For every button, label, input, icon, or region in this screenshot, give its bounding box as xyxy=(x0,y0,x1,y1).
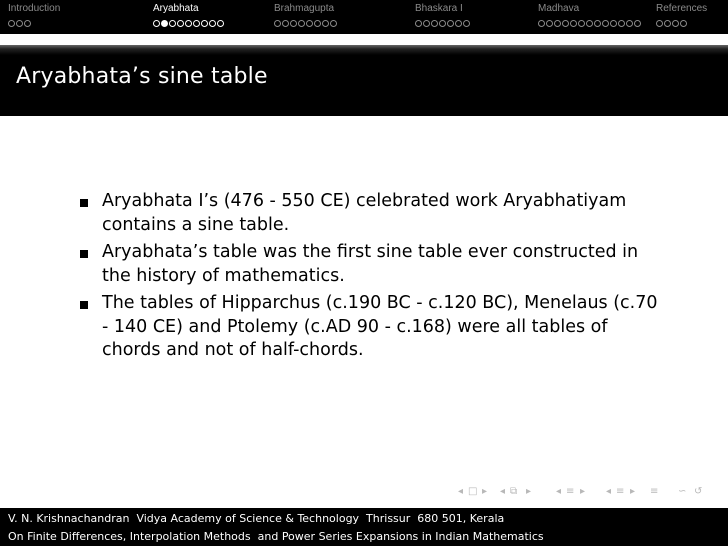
frame-icon[interactable]: □ xyxy=(468,486,479,497)
nav-dot[interactable] xyxy=(656,20,663,27)
nav-dot[interactable] xyxy=(546,20,553,27)
bullet-item xyxy=(0,241,662,288)
square-bullet-icon xyxy=(80,250,88,258)
bullet-text: Aryabhata’s table was the first sine table ever constructed in the history of mathematics. xyxy=(102,242,639,286)
next-subsection-icon[interactable]: ▸ xyxy=(526,486,533,497)
nav-dots xyxy=(538,20,641,27)
next-section-icon[interactable]: ▸ xyxy=(580,486,587,497)
bullet-text: Aryabhata I’s (476 - 550 CE) celebrated work Aryabhatiyam contains a sine table. xyxy=(102,191,627,235)
nav-dot[interactable] xyxy=(455,20,462,27)
nav-dot-current[interactable] xyxy=(161,20,168,27)
nav-dot[interactable] xyxy=(290,20,297,27)
align-icon[interactable]: ≡ xyxy=(650,486,660,497)
nav-dot[interactable] xyxy=(463,20,470,27)
nav-section-aryabhata[interactable] xyxy=(153,3,224,27)
nav-dot[interactable] xyxy=(626,20,633,27)
footer-author-line: V. N. Krishnachandran Vidya Academy of Science & Technology Thrissur 680 501, Kerala xyxy=(8,512,505,525)
nav-dot[interactable] xyxy=(193,20,200,27)
nav-dots xyxy=(656,20,707,27)
slide-content xyxy=(0,190,728,367)
nav-section-bhaskara[interactable] xyxy=(415,3,470,27)
footer-title-line: On Finite Differences, Interpolation Methods and Power Series Expansions in Indian Mathematics xyxy=(8,530,544,543)
search-icon[interactable]: ∽ xyxy=(678,486,688,497)
prev-subsection-icon[interactable]: ◂ xyxy=(500,486,507,497)
next-frame-icon[interactable]: ▸ xyxy=(482,486,489,497)
nav-dot[interactable] xyxy=(447,20,454,27)
nav-section-label: Bhaskara I xyxy=(415,3,463,14)
prev-section-icon[interactable]: ◂ xyxy=(606,486,613,497)
nav-dot[interactable] xyxy=(153,20,160,27)
bullet-item xyxy=(0,292,662,363)
nav-dot[interactable] xyxy=(610,20,617,27)
nav-dot[interactable] xyxy=(634,20,641,27)
nav-dot[interactable] xyxy=(169,20,176,27)
nav-dot[interactable] xyxy=(306,20,313,27)
nav-dots xyxy=(415,20,470,27)
prev-section-icon[interactable]: ◂ xyxy=(556,486,563,497)
nav-section-label: Aryabhata xyxy=(153,3,199,14)
square-bullet-icon xyxy=(80,199,88,207)
nav-dot[interactable] xyxy=(16,20,23,27)
nav-dots xyxy=(8,20,60,27)
next-section-icon[interactable]: ▸ xyxy=(630,486,637,497)
nav-dot[interactable] xyxy=(602,20,609,27)
nav-section-introduction[interactable] xyxy=(8,3,60,27)
nav-dot[interactable] xyxy=(8,20,15,27)
footer-bar xyxy=(0,508,728,546)
nav-dot[interactable] xyxy=(298,20,305,27)
bullet-item xyxy=(0,190,662,237)
nav-dots xyxy=(274,20,337,27)
nav-dot[interactable] xyxy=(314,20,321,27)
nav-dot[interactable] xyxy=(664,20,671,27)
nav-dot[interactable] xyxy=(439,20,446,27)
nav-dot[interactable] xyxy=(177,20,184,27)
nav-dot[interactable] xyxy=(185,20,192,27)
nav-section-label: Brahmagupta xyxy=(274,3,335,14)
nav-dot[interactable] xyxy=(282,20,289,27)
nav-dot[interactable] xyxy=(586,20,593,27)
nav-dot[interactable] xyxy=(217,20,224,27)
prev-frame-icon[interactable]: ◂ xyxy=(458,486,465,497)
nav-dot[interactable] xyxy=(570,20,577,27)
nav-dot[interactable] xyxy=(431,20,438,27)
nav-dot[interactable] xyxy=(562,20,569,27)
nav-section-references[interactable] xyxy=(656,3,707,27)
bullet-list xyxy=(0,190,728,363)
nav-dot[interactable] xyxy=(538,20,545,27)
nav-dot[interactable] xyxy=(415,20,422,27)
back-forward-icon[interactable]: ↺ xyxy=(694,486,704,497)
bullet-text: The tables of Hipparchus (c.190 BC - c.120 BC), Menelaus (c.70 - 140 CE) and Ptolemy (c.AD 90 - c.168) were all tables of chords and not of half-chords. xyxy=(102,293,658,360)
nav-dots xyxy=(153,20,224,27)
nav-dot[interactable] xyxy=(594,20,601,27)
page-title: Aryabhata’s sine table xyxy=(16,64,268,89)
nav-dot[interactable] xyxy=(24,20,31,27)
nav-section-madhava[interactable] xyxy=(538,3,641,27)
nav-dot[interactable] xyxy=(274,20,281,27)
nav-dot[interactable] xyxy=(680,20,687,27)
nav-dot[interactable] xyxy=(201,20,208,27)
square-bullet-icon xyxy=(80,301,88,309)
nav-dot[interactable] xyxy=(554,20,561,27)
nav-section-label: Introduction xyxy=(8,3,61,14)
nav-section-label: References xyxy=(656,3,708,14)
navigation-bar xyxy=(0,0,728,34)
nav-section-label: Madhava xyxy=(538,3,580,14)
nav-dot[interactable] xyxy=(618,20,625,27)
nav-section-brahmagupta[interactable] xyxy=(274,3,337,27)
section-icon[interactable]: ≡ xyxy=(616,486,626,497)
nav-dot[interactable] xyxy=(578,20,585,27)
beamer-navigation-icons xyxy=(458,486,720,502)
section-icon[interactable]: ≡ xyxy=(566,486,576,497)
nav-dot[interactable] xyxy=(330,20,337,27)
nav-dot[interactable] xyxy=(322,20,329,27)
nav-dot[interactable] xyxy=(209,20,216,27)
nav-dot[interactable] xyxy=(672,20,679,27)
nav-dot[interactable] xyxy=(423,20,430,27)
subsection-icon[interactable]: ⧉ xyxy=(510,486,519,497)
